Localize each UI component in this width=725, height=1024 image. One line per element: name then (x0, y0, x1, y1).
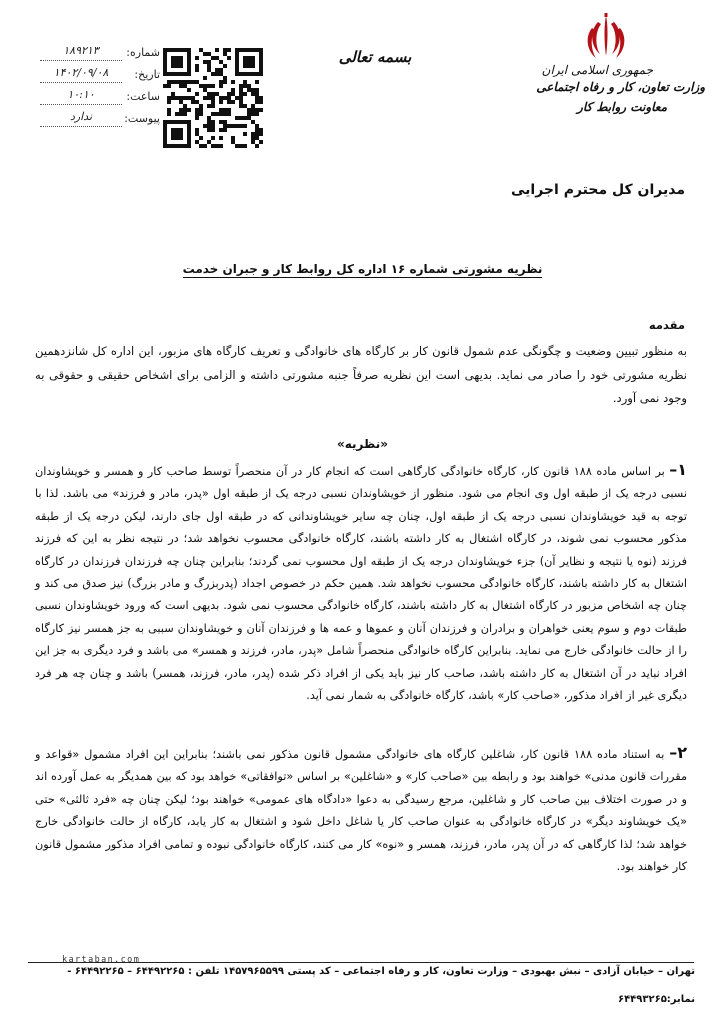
opinion-item-2 (35, 742, 687, 878)
website-watermark: kartaban.com (62, 955, 141, 965)
intro-heading: مقدمه (648, 318, 685, 332)
meta-time-label: ساعت: (126, 90, 160, 103)
meta-attachment-row (40, 108, 160, 130)
item-1-text: بر اساس ماده ۱۸۸ قانون کار، کارگاه خانوادگی کارگاهی است که انجام کار در آن منحصراً توسط صاحب کار و همسر و خویشاوندان نسبی درجه یک از طبقه اول وی انجام می شود. منظور از خویشاوندان نسبی درجه یک از طبقه اول «پدر، مادر و فرزند» می باشد. لذا با توجه به قید خویشاوندان نسبی درجه یک از طبقه اول، چنان چه سایر خویشاوندانی که در طبقه اول جای دارند، لیکن درجه یک از طبقه مذکور محسوب نمی شوند، در کارگاه اشتغال به کار داشته باشند، کارگاه خانوادگی محسوب نخواهد شد؛ در نتیجه نظر به این که فرزند فرزند (نوه یا نتیجه و نظایر آن) جزء خویشاوندان درجه یک از طبقه اول محسوب نمی گردند؛ بنابراین چنان چه فرزندان فرزندان در کارگاه اشتغال به کار داشته باشند، کارگاه خانوادگی محسوب نخواهد شد. همین حکم در خصوص اجداد (پدربزرگ و مادر بزرگ) نیز صدق می کند و چنان چه اشخاص مزبور در کارگاه اشتغال به کار داشته باشند، کارگاه خانوادگی محسوب نمی شود. بدیهی است که ورود خویشاوندان نسبی طبقات دوم و سوم یعنی خواهران و برادران و فرزندان آنان و عموها و عمه ها و فرزندان آنان و خویشاوندان سببی به جز همسر نیز کارگاه را از حالت خانوادگی خارج می نماید. بنابراین کارگاه خانوادگی منحصراً شامل «پدر، مادر، فرزند و همسر» می باشد و فرد دیگری به جز این افراد نباید در آن اشتغال به کار داشته باشد، صاحب کار نیز باید یکی از افراد ذکر شده (پدر، مادر، فرزند، همسر) باشد و چنان چه هر فرد دیگری غیر از افراد مذکور، «صاحب کار» باشد، کارگاه خانوادگی به شمار نمی آید. (35, 465, 687, 703)
ministry-name: وزارت تعاون، کار و رفاه اجتماعی (536, 80, 705, 94)
footer-address: تهران – خیابان آزادی – نبش بهبودی – وزارت تعاون، کار و رفاه اجتماعی – کد پستی ۱۴۵۷۹۶۵۵۹۹ تلفن : ۶۴۴۹۲۲۶۵ – ۶۴۴۹۲۲۶۵ - (67, 966, 695, 977)
meta-time-value: ۱۰:۱۰ (40, 86, 122, 105)
qr-code-icon (163, 48, 263, 148)
item-1-number: ۱– (669, 460, 688, 479)
intro-paragraph: به منظور تبیین وضعیت و چگونگی عدم شمول قانون کار بر کارگاه های خانوادگی و تعریف کارگاه های مزبور، این اداره کل شانزدهمین نظریه مشورتی خود را صادر می نماید. بدیهی است این نظریه صرفاً جنبه مشورتی داشته و الزامی برای اشخاص حقیقی و حقوقی به وجود نمی آورد. (35, 344, 687, 405)
meta-time-row (40, 86, 160, 108)
item-2-number: ۲– (669, 743, 688, 762)
subject-text: نظریه مشورتی شماره ۱۶ اداره کل روابط کار و جبران خدمت (182, 262, 543, 276)
addressee: مدیران کل محترم اجرایی (511, 182, 685, 198)
besmeh-title: بسمه تعالی (338, 48, 412, 66)
subject-line (0, 262, 725, 276)
ministry-country: جمهوری اسلامی ایران (541, 63, 653, 77)
footer-fax: نمابر:۶۴۴۹۳۲۶۵ (617, 994, 695, 1005)
ministry-deputy: معاونت روابط کار (577, 100, 667, 114)
meta-attachment-label: پیوست: (124, 112, 160, 125)
ministry-block (505, 62, 705, 118)
opinion-heading: «نظریه» (337, 437, 388, 451)
meta-number-row (40, 42, 160, 64)
letter-meta (40, 42, 160, 130)
opinion-item-1 (35, 459, 687, 707)
footer-divider (28, 962, 694, 963)
meta-date-value: ۱۴۰۲/۰۹/۰۸ (40, 64, 122, 83)
meta-attachment-value: ندارد (40, 108, 122, 127)
meta-number-value: ۱۸۹۲۱۳ (40, 42, 122, 61)
item-2-text: به استناد ماده ۱۸۸ قانون کار، شاغلین کارگاه های خانوادگی مشمول قانون مذکور نمی باشند؛ بنابراین این افراد مشمول «قواعد و مقررات قانون مدنی» خواهند بود و رابطه بین «صاحب کار» و «شاغلین» بر اساس «توافقاتی» خواهد بود که بین همدیگر به عمل آورده اند و در صورت اختلاف بین صاحب کار و شاغلین، مرجع رسیدگی به دعوا «دادگاه های عمومی» خواهند بود؛ لیکن چنان چه «فرد ثالثی» حتی «یک خویشاوند دیگر» در کارگاه خانوادگی به عنوان صاحب کار یا شاغل داخل شود و اشتغال به کار یابد، کارگاه از حالت خانوادگی خارج خواهد شد؛ لذا کارگاهی که در آن پدر، مادر، فرزند، همسر و «نوه» کار می کنند، کارگاه خانوادگی نبوده و تمامی افراد مذکور مشمول قانون کار خواهند بود. (35, 748, 687, 874)
meta-date-label: تاریخ: (134, 68, 160, 81)
meta-number-label: شماره: (126, 46, 160, 59)
meta-date-row (40, 64, 160, 86)
iran-emblem-icon (580, 12, 632, 64)
